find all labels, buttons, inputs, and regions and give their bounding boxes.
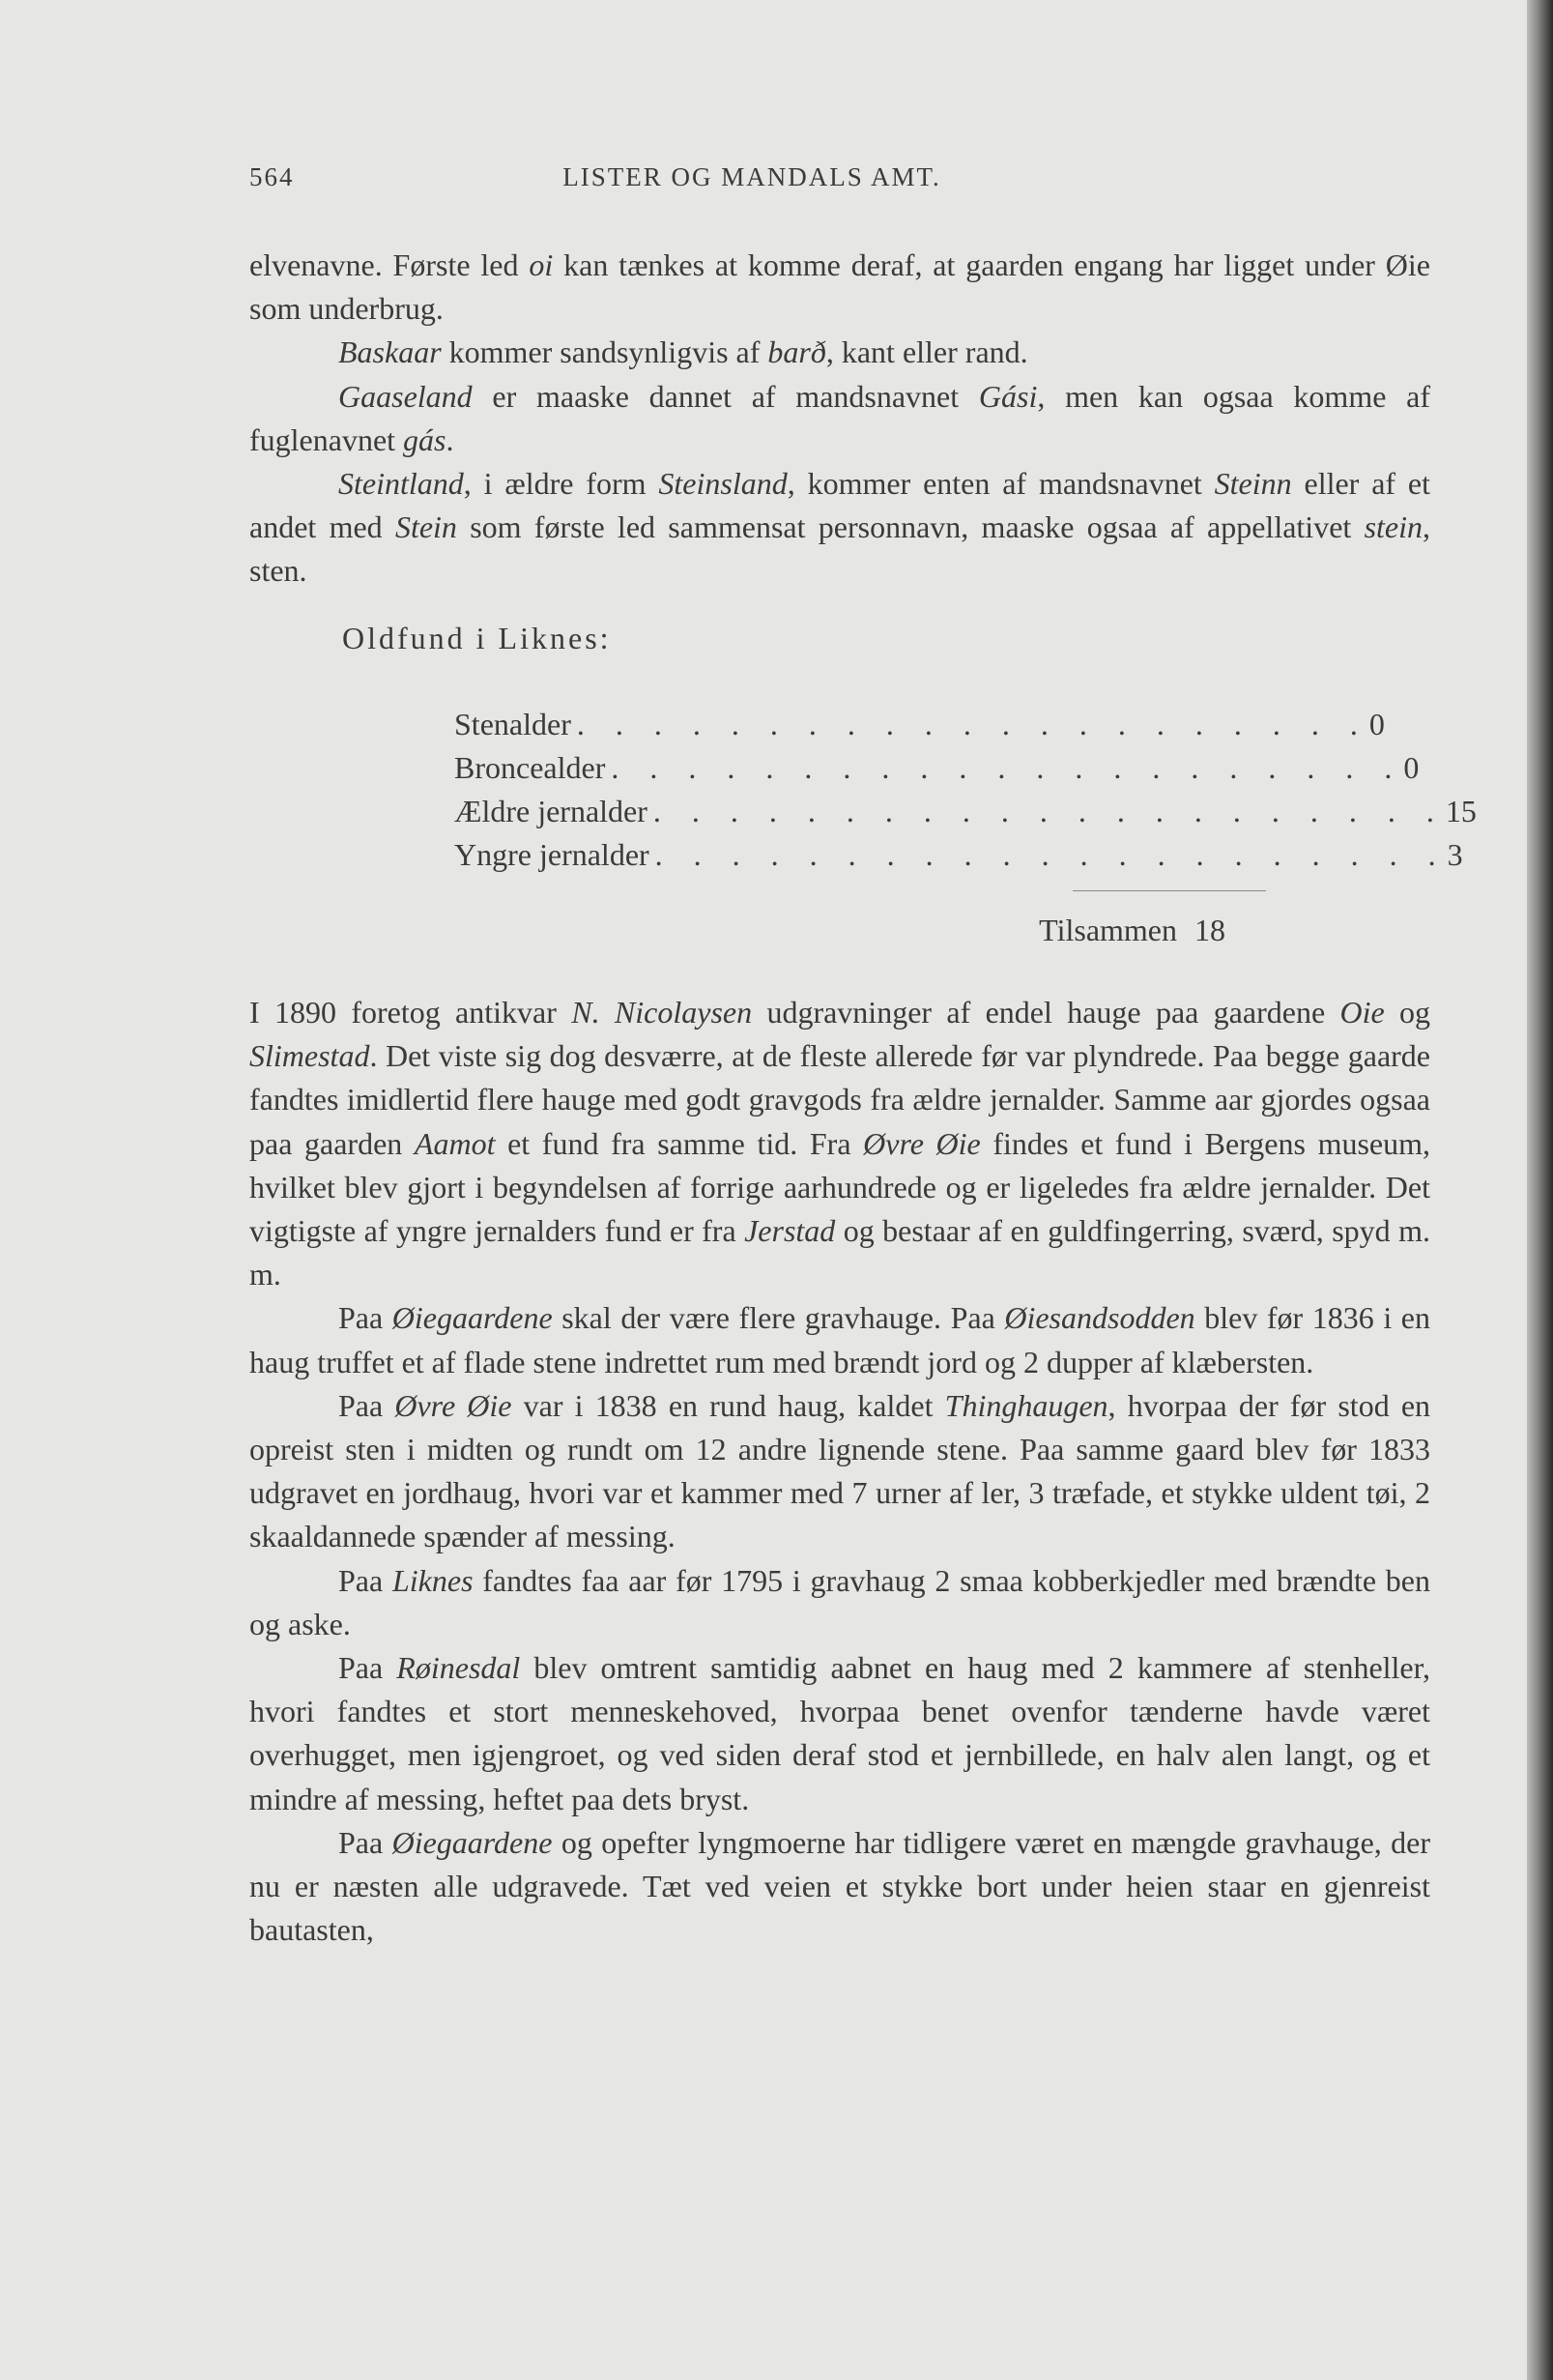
italic-name: Steintland <box>338 466 464 502</box>
italic-name: Baskaar <box>338 334 442 370</box>
paragraph <box>249 991 1430 1296</box>
text-run: eller af et andet med <box>249 466 1431 545</box>
italic-name: Gási <box>978 378 1038 414</box>
text-run: , hvorpaa der før stod en opreist sten i midten og rundt om 12 andre lignende stene. Paa samme gaard blev før 1833 udgravet en jordhaug, hvori var et kammer med 7 urner af ler, 3 træfade, et stykke uldent tøi, 2 skaaldannede spænder af messing. <box>249 1387 1431 1554</box>
text-run: fandtes faa aar før 1795 i gravhaug 2 smaa kobberkjedler med brændte ben og aske. <box>249 1562 1431 1641</box>
oldfund-label: Ældre jernalder <box>454 793 647 828</box>
text-run: som første led sammensat personnavn, maaske ogsaa af appellativet <box>456 509 1365 545</box>
italic-name: Steinn <box>1214 466 1292 502</box>
text-run: Paa <box>338 1300 392 1336</box>
text-run: . Det viste sig dog desværre, at de fleste allerede før var plyndrede. Paa begge gaarde fandtes imidlertid flere hauge med godt gravgods fra ældre jernalder. Samme aar gjordes ogsaa paa gaarden <box>249 1038 1430 1161</box>
paragraph <box>249 244 1430 331</box>
oldfund-total <box>249 909 1225 952</box>
italic-name: Slimestad <box>249 1038 370 1074</box>
oldfund-value: 3 <box>1447 836 1463 872</box>
oldfund-value: 15 <box>1445 793 1477 828</box>
paragraph <box>249 1821 1430 1953</box>
paragraph <box>249 375 1430 462</box>
oldfund-table <box>454 703 1477 877</box>
text-run: kan tænkes at komme deraf, at gaarden engang har ligget under Øie som underbrug. <box>249 247 1431 327</box>
text-run: var i 1838 en rund haug, kaldet <box>511 1387 945 1423</box>
italic-name: Øiesandsodden <box>1004 1300 1195 1336</box>
page-number: 564 <box>249 162 295 191</box>
text-run: skal der være flere gravhauge. Paa <box>552 1300 1005 1336</box>
text-run: findes et fund i Bergens museum, hvilket blev gjort i begyndelsen af forrige aarhundrede og er ligeledes fra ældre jernalder. Det vigtigste af yngre jernalders fund er fra <box>249 1125 1431 1249</box>
italic-name: Øiegaardene <box>391 1300 553 1336</box>
paragraph <box>249 1384 1430 1559</box>
italic-name: Gaaseland <box>338 378 473 414</box>
italic-name: N. Nicolaysen <box>571 995 753 1030</box>
text-run: et fund fra samme tid. Fra <box>495 1125 864 1161</box>
oldfund-heading: Oldfund i Liknes: <box>342 620 612 655</box>
paragraph <box>249 1559 1430 1646</box>
running-header <box>249 162 1254 201</box>
leader-dots: . . . . . . . . . . . . . . . . . . . . . <box>576 706 1369 741</box>
italic-name: gás <box>403 421 446 457</box>
paragraph <box>249 1646 1430 1821</box>
leader-dots: . . . . . . . . . . . . . . . . . . . . . <box>652 793 1446 828</box>
sum-rule <box>1073 890 1266 891</box>
italic-name: Oie <box>1339 995 1385 1030</box>
top-paragraphs <box>249 244 1430 594</box>
page-edge-shadow <box>1527 0 1553 2380</box>
text-run: blev før 1836 i en haug truffet et af flade stene indrettet rum med brændt jord og 2 dupper af klæbersten. <box>249 1300 1431 1379</box>
italic-name: barð <box>767 334 826 370</box>
text-run: . <box>446 421 454 457</box>
text-run: elvenavne. Første led <box>249 247 530 282</box>
paragraph <box>249 331 1430 374</box>
oldfund-row <box>454 746 1420 790</box>
text-run: Paa <box>338 1562 392 1598</box>
text-run: , kant eller rand. <box>825 334 1028 370</box>
text-run: kommer sandsynligvis af <box>441 334 768 370</box>
oldfund-row <box>454 833 1463 877</box>
oldfund-value: 0 <box>1368 706 1385 741</box>
oldfund-label: Yngre jernalder <box>454 836 649 872</box>
oldfund-label: Stenalder <box>454 706 571 741</box>
text-run: , sten. <box>249 509 1431 589</box>
oldfund-value: 0 <box>1403 749 1420 785</box>
italic-name: Liknes <box>391 1562 474 1598</box>
text-run: I 1890 foretog antikvar <box>249 995 572 1030</box>
italic-name: Øvre Øie <box>863 1125 981 1161</box>
text-run: , i ældre form <box>463 466 659 502</box>
text-run: , men kan ogsaa komme af fuglenavnet <box>249 378 1430 457</box>
text-run: blev omtrent samtidig aabnet en haug med 2 kammere af stenheller, hvori fandtes et stort menneskehoved, hvorpaa benet ovenfor tænderne havde været overhugget, men igjengroet, og ved siden deraf stod et jernbillede, en halv alen langt, og et mindre af messing, heftet paa dets bryst. <box>249 1650 1431 1816</box>
paragraph <box>249 462 1430 594</box>
italic-name: Thinghaugen <box>944 1387 1108 1423</box>
total-label: Tilsammen <box>1039 912 1177 947</box>
text-run: , kommer enten af mandsnavnet <box>787 466 1215 502</box>
italic-name: Jerstad <box>744 1213 836 1249</box>
italic-name: Øvre Øie <box>394 1387 512 1423</box>
italic-name: Aamot <box>414 1125 496 1161</box>
text-run: Paa <box>338 1387 395 1423</box>
oldfund-row <box>454 703 1385 746</box>
bottom-paragraphs <box>249 991 1430 1952</box>
text-run: og <box>1384 995 1431 1030</box>
text-run: udgravninger af endel hauge paa gaardene <box>752 995 1340 1030</box>
leader-dots: . . . . . . . . . . . . . . . . . . . . . <box>654 836 1448 872</box>
text-run: og opefter lyngmoerne har tidligere været en mængde gravhauge, der nu er næsten alle udgravede. Tæt ved veien et stykke bort under heien staar en gjenreist bautasten, <box>249 1824 1430 1948</box>
italic-name: oi <box>529 247 554 282</box>
italic-name: Øiegaardene <box>391 1824 553 1860</box>
leader-dots: . . . . . . . . . . . . . . . . . . . . . <box>611 749 1404 785</box>
running-title: LISTER OG MANDALS AMT. <box>562 162 941 191</box>
italic-name: Steinsland <box>658 466 788 502</box>
oldfund-label: Broncealder <box>454 749 606 785</box>
text-run: og bestaar af en guldfingerring, sværd, spyd m. m. <box>249 1213 1431 1292</box>
text-run: er maaske dannet af mandsnavnet <box>472 378 979 414</box>
oldfund-row <box>454 790 1477 833</box>
italic-name: Røinesdal <box>396 1650 521 1686</box>
italic-name: stein <box>1364 509 1424 545</box>
text-run: Paa <box>338 1650 397 1686</box>
italic-name: Stein <box>394 509 457 545</box>
paragraph <box>249 1296 1430 1383</box>
text-run: Paa <box>338 1824 392 1860</box>
page-body <box>249 244 1477 1953</box>
total-value: 18 <box>1194 912 1225 947</box>
